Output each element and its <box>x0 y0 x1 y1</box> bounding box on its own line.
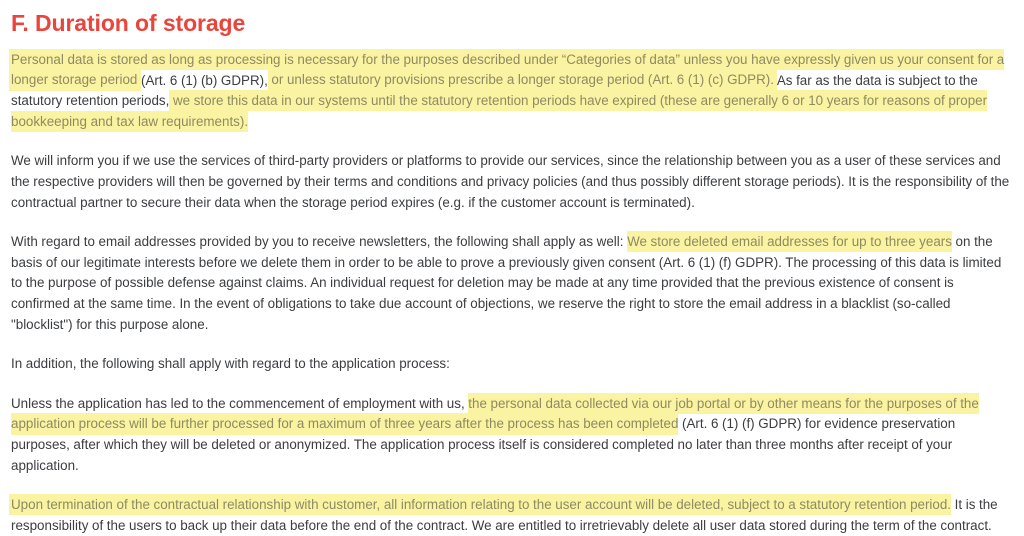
text-run: Unless the application has led to the commencement of employment with us, <box>11 395 469 411</box>
paragraph-list <box>9 50 1015 536</box>
text-run: It is the responsibility of the users to back up their data before the end of the contract. We are entitled to irretrievably delete all user data stored during the term of the contract. <box>11 497 998 533</box>
text-run: With regard to email addresses provided by you to receive newsletters, the following shall apply as well: <box>11 234 628 250</box>
paragraph <box>9 50 1015 132</box>
paragraph <box>9 232 1015 335</box>
highlighted-text-run: the personal data collected via our job portal or by other means for the purposes of the application process will be further processed for a maximum of three years after the process has been completed <box>11 393 979 435</box>
highlighted-text-run: We store deleted email addresses for up to three years <box>627 231 952 252</box>
text-run: on the basis of our legitimate interests before we delete them in order to be able to prove a previously given consent (Art. 6 (1) (f) GDPR). The processing of this data is limited to the purpose of possible defense against claims. An individual request for deletion may be made at any time provided that the previous existence of consent is confirmed at the same time. In the event of obligations to take due account of objections, we reserve the right to store the email address in a blacklist (so-called "blocklist") for this purpose alone. <box>11 234 1002 332</box>
text-run: We will inform you if we use the services of third-party providers or platforms to provide our services, since the relationship between you as a user of these services and the respective providers will then be governed by their terms and conditions and privacy policies (and thus possibly different storage periods). It is the responsibility of the contractual partner to secure their data when the storage period expires (e.g. if the customer account is terminated). <box>11 153 1010 210</box>
paragraph <box>9 394 1015 476</box>
paragraph <box>9 495 1015 536</box>
highlighted-text-run: Personal data is stored as long as processing is necessary for the purposes described under “Categories of data” unless you have expressly given us your consent for a longer storage period <box>9 49 1004 91</box>
text-run: (Art. 6 (1) (b) GDPR), <box>140 72 268 88</box>
paragraph <box>9 151 1015 213</box>
page-title: F. Duration of storage <box>11 10 246 36</box>
highlighted-text-run: we store this data in our systems until the statutory retention periods have expired (these are generally 6 or 10 years for reasons of proper bookkeeping and tax law requirements). <box>11 90 987 132</box>
text-run: In addition, the following shall apply with regard to the application process: <box>11 356 450 372</box>
text-run: As far as the data is subject to the statutory retention periods, <box>11 72 978 109</box>
highlighted-text-run: or unless statutory provisions prescribe a longer storage period (Art. 6 (1) (c) GDPR). <box>268 69 777 90</box>
paragraph <box>9 354 1015 375</box>
text-run: (Art. 6 (1) (f) GDPR) for evidence preservation purposes, after which they will be deleted or anonymized. The application process itself is considered completed no later than three months after receipt of your application. <box>11 416 956 473</box>
highlighted-text-run: Upon termination of the contractual relationship with customer, all information relating to the user account will be deleted, subject to a statutory retention period. <box>9 494 951 515</box>
